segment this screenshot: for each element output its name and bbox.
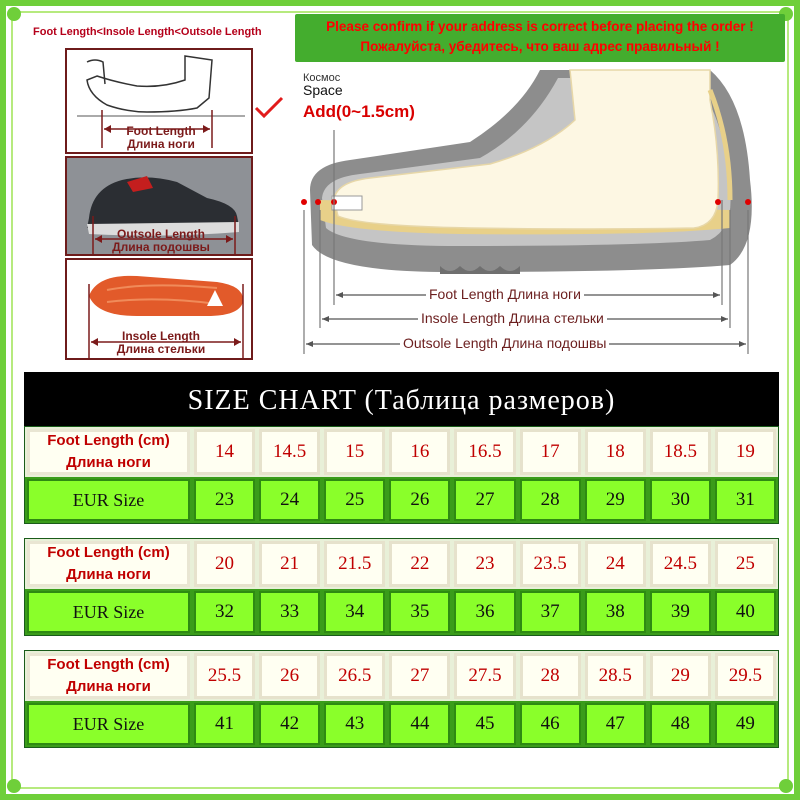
eur-size-cell: 32 bbox=[194, 591, 255, 633]
foot-length-cell: 25 bbox=[715, 541, 776, 587]
foot-length-cell: 27 bbox=[389, 653, 450, 699]
foot-length-cell: 23 bbox=[454, 541, 515, 587]
check-icon bbox=[254, 96, 284, 120]
space-allowance-label: Add(0~1.5cm) bbox=[303, 102, 415, 121]
eur-size-header: EUR Size bbox=[27, 703, 190, 745]
eur-size-cell: 45 bbox=[454, 703, 515, 745]
diagram-foot-length: Foot Length Длина ноги bbox=[426, 286, 584, 302]
eur-size-cell: 40 bbox=[715, 591, 776, 633]
foot-length-cell: 26 bbox=[259, 653, 320, 699]
eur-size-cell: 27 bbox=[454, 479, 515, 521]
address-notice bbox=[295, 14, 785, 62]
foot-length-cell: 26.5 bbox=[324, 653, 385, 699]
eur-size-header: EUR Size bbox=[27, 591, 190, 633]
notice-russian: Пожалуйста, убедитесь, что ваш адрес правильный ! bbox=[360, 39, 720, 54]
foot-length-cell: 17 bbox=[520, 429, 581, 475]
foot-length-cell: 16.5 bbox=[454, 429, 515, 475]
size-group-1 bbox=[24, 426, 779, 524]
foot-length-row bbox=[25, 651, 778, 701]
eur-size-cell: 24 bbox=[259, 479, 320, 521]
foot-length-cell: 28 bbox=[520, 653, 581, 699]
foot-length-cell: 23.5 bbox=[520, 541, 581, 587]
eur-size-header: EUR Size bbox=[27, 479, 190, 521]
eur-size-cell: 47 bbox=[585, 703, 646, 745]
foot-length-panel bbox=[65, 48, 253, 154]
eur-size-cell: 35 bbox=[389, 591, 450, 633]
eur-size-row bbox=[25, 701, 778, 747]
foot-length-cell: 16 bbox=[389, 429, 450, 475]
foot-length-cell: 21 bbox=[259, 541, 320, 587]
eur-size-cell: 31 bbox=[715, 479, 776, 521]
insole-length-panel bbox=[65, 258, 253, 360]
foot-length-row bbox=[25, 539, 778, 589]
eur-size-cell: 25 bbox=[324, 479, 385, 521]
eur-size-cell: 26 bbox=[389, 479, 450, 521]
foot-length-cell: 18.5 bbox=[650, 429, 711, 475]
foot-length-cell: 27.5 bbox=[454, 653, 515, 699]
space-label-ru: Космос bbox=[303, 72, 341, 84]
foot-length-cell: 19 bbox=[715, 429, 776, 475]
foot-length-cell: 20 bbox=[194, 541, 255, 587]
foot-length-cell: 14 bbox=[194, 429, 255, 475]
size-group-2 bbox=[24, 538, 779, 636]
eur-size-cell: 49 bbox=[715, 703, 776, 745]
foot-length-header: Foot Length (cm) Длина ноги bbox=[27, 541, 190, 587]
eur-size-cell: 41 bbox=[194, 703, 255, 745]
eur-size-cell: 34 bbox=[324, 591, 385, 633]
eur-size-cell: 43 bbox=[324, 703, 385, 745]
foot-length-cell: 21.5 bbox=[324, 541, 385, 587]
eur-size-cell: 46 bbox=[520, 703, 581, 745]
eur-size-cell: 39 bbox=[650, 591, 711, 633]
foot-length-cell: 28.5 bbox=[585, 653, 646, 699]
foot-length-header: Foot Length (cm) Длина ноги bbox=[27, 653, 190, 699]
eur-size-cell: 30 bbox=[650, 479, 711, 521]
notice-english: Please confirm if your address is correct before placing the order ! bbox=[326, 19, 754, 34]
foot-length-cell: 22 bbox=[389, 541, 450, 587]
eur-size-row bbox=[25, 477, 778, 523]
foot-length-cell: 24 bbox=[585, 541, 646, 587]
size-group-3 bbox=[24, 650, 779, 748]
eur-size-cell: 28 bbox=[520, 479, 581, 521]
foot-length-cell: 18 bbox=[585, 429, 646, 475]
eur-size-cell: 42 bbox=[259, 703, 320, 745]
eur-size-cell: 33 bbox=[259, 591, 320, 633]
foot-length-cell: 24.5 bbox=[650, 541, 711, 587]
diagram-outsole-length: Outsole Length Длина подошвы bbox=[400, 335, 609, 351]
foot-length-row bbox=[25, 427, 778, 477]
eur-size-cell: 44 bbox=[389, 703, 450, 745]
size-chart-title: SIZE CHART (Таблица размеров) bbox=[24, 372, 779, 426]
eur-size-cell: 29 bbox=[585, 479, 646, 521]
foot-length-cell: 29 bbox=[650, 653, 711, 699]
outsole-length-panel bbox=[65, 156, 253, 256]
outsole-length-label: Outsole Length Длина подошвы bbox=[112, 227, 210, 254]
foot-length-label: Foot Length Длина ноги bbox=[126, 124, 196, 151]
eur-size-cell: 37 bbox=[520, 591, 581, 633]
foot-length-cell: 25.5 bbox=[194, 653, 255, 699]
eur-size-cell: 38 bbox=[585, 591, 646, 633]
eur-size-cell: 48 bbox=[650, 703, 711, 745]
length-formula: Foot Length<Insole Length<Outsole Length bbox=[33, 26, 262, 38]
space-label-en: Space bbox=[303, 82, 343, 98]
eur-size-cell: 36 bbox=[454, 591, 515, 633]
foot-length-header: Foot Length (cm) Длина ноги bbox=[27, 429, 190, 475]
eur-size-cell: 23 bbox=[194, 479, 255, 521]
eur-size-row bbox=[25, 589, 778, 635]
diagram-insole-length: Insole Length Длина стельки bbox=[418, 310, 607, 326]
size-chart bbox=[24, 372, 779, 748]
foot-length-cell: 29.5 bbox=[715, 653, 776, 699]
insole-length-label: Insole Length Длина стельки bbox=[116, 329, 206, 356]
foot-length-cell: 14.5 bbox=[259, 429, 320, 475]
foot-length-cell: 15 bbox=[324, 429, 385, 475]
